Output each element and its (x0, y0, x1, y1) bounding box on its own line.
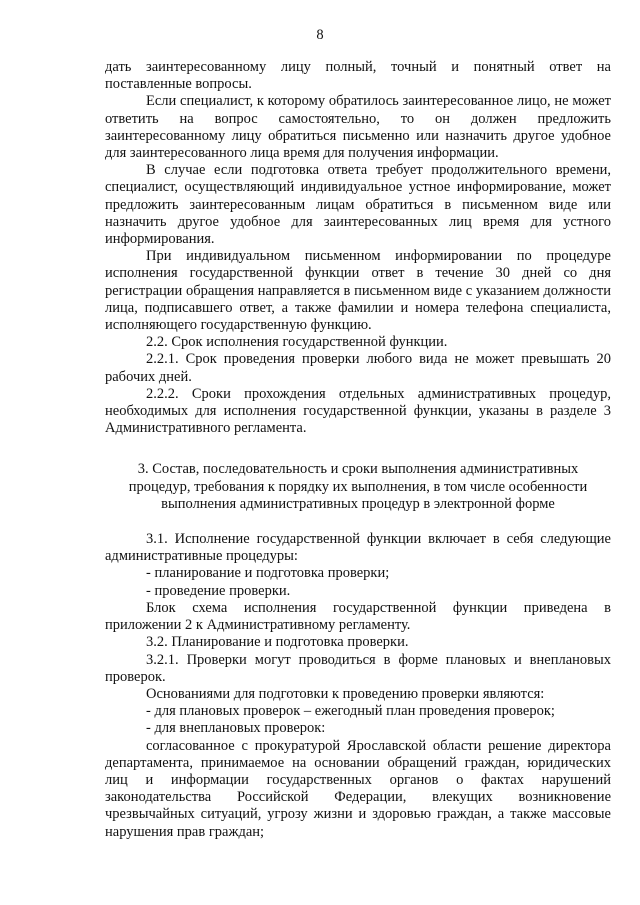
paragraph: дать заинтересованному лицу полный, точный и понятный ответ на поставленные вопросы. (105, 59, 611, 93)
paragraph: Блок схема исполнения государственной функции приведена в приложении 2 к Административному регламенту. (105, 599, 611, 634)
section-heading: 3. Состав, последовательность и сроки выполнения административных процедур, требования к порядку их выполнения, в том числе особенности выполнения административных процедур в электронной форме (128, 461, 588, 512)
paragraph: 2.2.1. Срок проведения проверки любого вида не может превышать 20 рабочих дней. (105, 351, 611, 385)
paragraph: Если специалист, к которому обратилось заинтересованное лицо, не может ответить на вопрос самостоятельно, то он должен предложить заинтересованному лицу обратиться письменно или назначить другое удобное для заинтересованного лица время для получения информации. (105, 93, 611, 162)
paragraph: Основаниями для подготовки к проведению проверки являются: (146, 685, 545, 702)
paragraph: - для плановых проверок – ежегодный план проведения проверок; (146, 703, 555, 720)
paragraph: - планирование и подготовка проверки; (146, 565, 390, 582)
paragraphs-after (105, 531, 611, 841)
paragraph: 3.1. Исполнение государственной функции включает в себя следующие административные процедуры: (105, 531, 611, 565)
paragraph: согласованное с прокуратурой Ярославской области решение директора департамента, принимаемое на основании обращений граждан, юридических лиц и информации государственных органов о фактах нарушений законодательства Российской Федерации, влекущих возникновение чрезвычайных ситуаций, угрозу жизни и здоровью граждан, а также массовые нарушения прав граждан; (105, 737, 611, 840)
paragraphs-before (105, 59, 611, 437)
page-number: 8 (316, 27, 324, 43)
paragraph: - проведение проверки. (146, 582, 291, 599)
paragraph: При индивидуальном письменном информировании по процедуре исполнения государственной функции ответ в течение 30 дней со дня регистрации обращения направляется в письменном виде с указанием должности лица, подписавшего ответ, а также фамилии и номера телефона специалиста, исполняющего государственную функцию. (105, 248, 611, 334)
paragraph: 2.2. Срок исполнения государственной функции. (146, 334, 448, 351)
paragraph: - для внеплановых проверок: (146, 720, 326, 737)
paragraph: 2.2.2. Сроки прохождения отдельных административных процедур, необходимых для исполнения государственной функции, указаны в разделе 3 Административного регламента. (105, 385, 611, 437)
paragraph: 3.2.1. Проверки могут проводиться в форме плановых и внеплановых проверок. (105, 651, 611, 685)
paragraph: В случае если подготовка ответа требует продолжительного времени, специалист, осуществляющий индивидуальное устное информирование, может предложить заинтересованным лицам обратиться в письменном виде или назначить другое удобное для заинтересованных лиц время для устного информирования. (105, 162, 611, 248)
document-body (105, 59, 611, 841)
paragraph: 3.2. Планирование и подготовка проверки. (146, 634, 409, 651)
